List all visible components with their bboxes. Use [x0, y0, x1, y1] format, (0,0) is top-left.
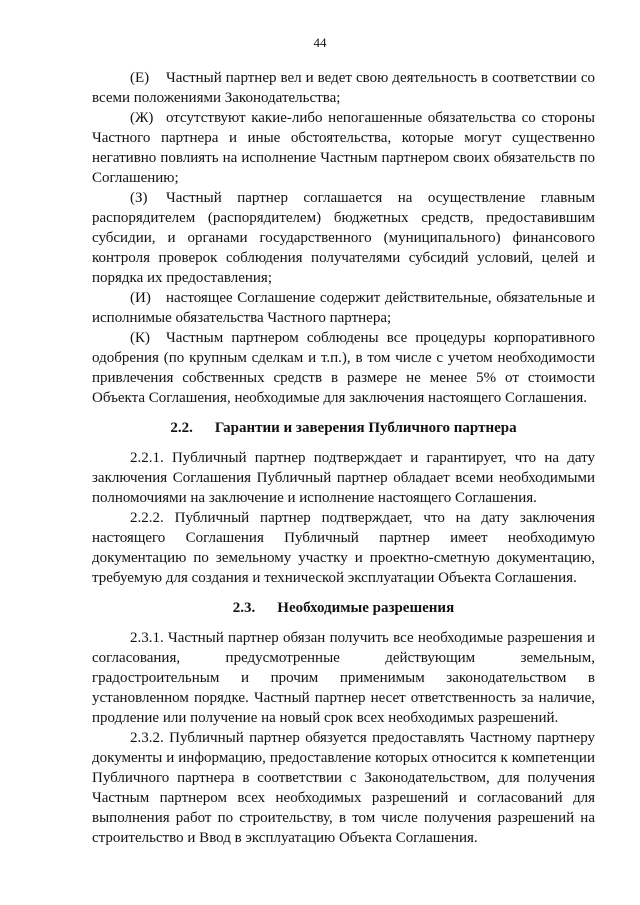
- list-item-text: Частный партнер соглашается на осуществление главным распорядителем (распорядителем) бюджетных средств, предоставившим субсидии, и органами государственного (муниципального) финансового контроля проверок соблюдения получателями субсидий условий, целей и порядка их предоставления;: [92, 190, 595, 286]
- section-title: Гарантии и заверения Публичного партнера: [214, 420, 517, 436]
- paragraph-2-3-1: 2.3.1. Частный партнер обязан получить все необходимые разрешения и согласования, предусмотренные действующим земельным, градостроительным и прочим применимым законодательством в установленном порядке. Частный партнер несет ответственность за наличие, продление или получение на новый срок всех необходимых разрешений.: [92, 630, 595, 726]
- list-item-letter: (И): [130, 290, 151, 306]
- list-item-z: [92, 188, 595, 288]
- page-number: 44: [313, 35, 327, 50]
- list-item-e: [92, 68, 595, 108]
- list-item-letter: (З): [130, 190, 148, 206]
- list-item-letter: (Ж): [130, 110, 154, 126]
- section-number: 2.3.: [232, 600, 256, 616]
- paragraph-2-2-2: 2.2.2. Публичный партнер подтверждает, что на дату заключения настоящего Соглашения Публичный партнер имеет необходимую документацию по земельному участку и проектно-сметную документацию, требуемую для создания и технической эксплуатации Объекта Соглашения.: [92, 510, 595, 586]
- section-number: 2.2.: [170, 420, 193, 436]
- list-item-k: [92, 328, 595, 408]
- document-body: [92, 68, 595, 848]
- list-item-letter: (Е): [130, 70, 150, 86]
- list-item-letter: (К): [130, 330, 150, 346]
- list-item-text: настоящее Соглашение содержит действительные, обязательные и исполнимые обязательства Частного партнера;: [92, 290, 595, 326]
- section-heading-2-3: [92, 598, 595, 618]
- list-item-zh: [92, 108, 595, 188]
- section-heading-2-2: [92, 418, 595, 438]
- list-item-text: Частным партнером соблюдены все процедуры корпоративного одобрения (по крупным сделкам и т.п.), в том числе с учетом необходимости привлечения собственных средств в размере не менее 5% от стоимости Объекта Соглашения, необходимые для заключения настоящего Соглашения.: [92, 330, 595, 406]
- paragraph-2-3-2: 2.3.2. Публичный партнер обязуется предоставлять Частному партнеру документы и информацию, предоставление которых относится к компетенции Публичного партнера в соответствии с Законодательством, для получения Частным партнером всех необходимых разрешений и согласований для выполнения работ по строительству, в том числе получения разрешений на строительство и Ввод в эксплуатацию Объекта Соглашения.: [92, 730, 595, 846]
- section-title: Необходимые разрешения: [277, 600, 455, 616]
- paragraph-2-2-1: 2.2.1. Публичный партнер подтверждает и гарантирует, что на дату заключения Соглашения Публичный партнер обладает всеми необходимыми полномочиями на заключение и исполнение настоящего Соглашения.: [92, 450, 595, 506]
- list-item-i: [92, 288, 595, 328]
- list-item-text: Частный партнер вел и ведет свою деятельность в соответствии со всеми положениями Законодательства;: [92, 70, 595, 106]
- list-item-text: отсутствуют какие-либо непогашенные обязательства со стороны Частного партнера и иные обстоятельства, которые могут существенно негативно повлиять на исполнение Частным партнером своих обязательств по Соглашению;: [92, 110, 595, 186]
